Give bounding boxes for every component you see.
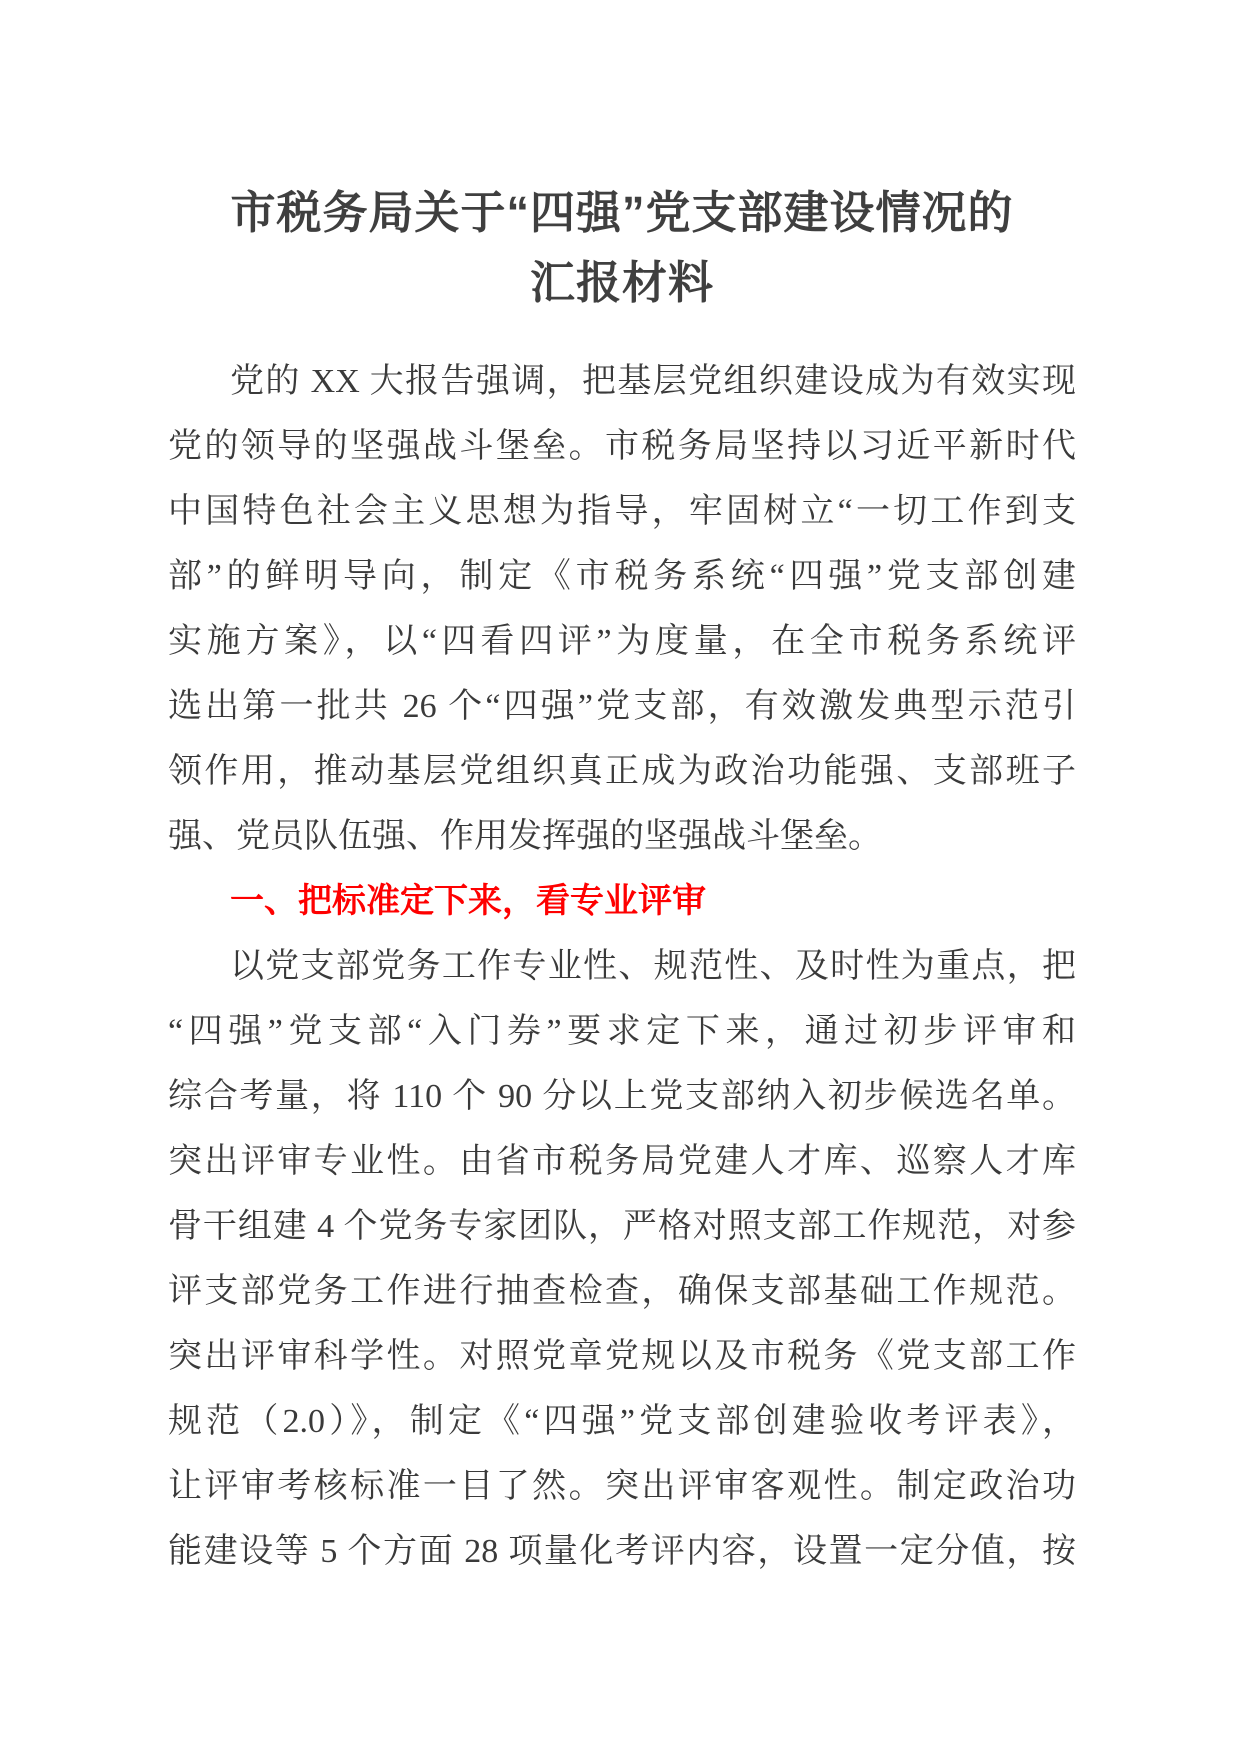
text-line: 评支部党务工作进行抽查检查，确保支部基础工作规范。: [168, 1273, 1076, 1310]
text-line: 部”的鲜明导向，制定《市税务系统“四强”党支部创建: [168, 558, 1076, 595]
text-line: 突出评审专业性。由省市税务局党建人才库、巡察人才库: [168, 1143, 1076, 1180]
text-line: 选出第一批共 26 个“四强”党支部，有效激发典型示范引: [168, 688, 1076, 725]
text-line: 规范（2.0）》，制定《“四强”党支部创建验收考评表》，: [168, 1403, 1076, 1440]
text-line: 党的领导的坚强战斗堡垒。市税务局坚持以习近平新时代: [168, 428, 1076, 465]
text-line: 骨干组建 4 个党务专家团队，严格对照支部工作规范，对参: [168, 1208, 1076, 1245]
document-title-line-2: 汇报材料: [529, 257, 714, 308]
text-line: 能建设等 5 个方面 28 项量化考评内容，设置一定分值，按: [168, 1533, 1076, 1570]
text-line: 中国特色社会主义思想为指导，牢固树立“一切工作到支: [168, 493, 1076, 530]
text-line: “四强”党支部“入门券”要求定下来，通过初步评审和: [168, 1013, 1076, 1050]
document-title-line-1: 市税务局关于“四强”党支部建设情况的: [230, 187, 1014, 238]
text-line: 突出评审科学性。对照党章党规以及市税务《党支部工作: [168, 1338, 1076, 1375]
document-title: [168, 178, 1076, 318]
paragraph-intro: [168, 349, 1076, 869]
text-line: 领作用，推动基层党组织真正成为政治功能强、支部班子: [168, 753, 1076, 790]
text-line: 以党支部党务工作专业性、规范性、及时性为重点，把: [230, 948, 1076, 985]
text-line: 强、党员队伍强、作用发挥强的坚强战斗堡垒。: [168, 818, 882, 855]
text-line: 综合考量，将 110 个 90 分以上党支部纳入初步候选名单。: [168, 1078, 1076, 1115]
section-heading-1: 一、把标准定下来，看专业评审: [230, 882, 706, 920]
text-line: 实施方案》，以“四看四评”为度量，在全市税务系统评: [168, 623, 1076, 660]
paragraph-section-1: [168, 934, 1076, 1584]
text-line: 党的 XX 大报告强调，把基层党组织建设成为有效实现: [230, 363, 1076, 400]
text-line: 让评审考核标准一目了然。突出评审客观性。制定政治功: [168, 1468, 1076, 1505]
